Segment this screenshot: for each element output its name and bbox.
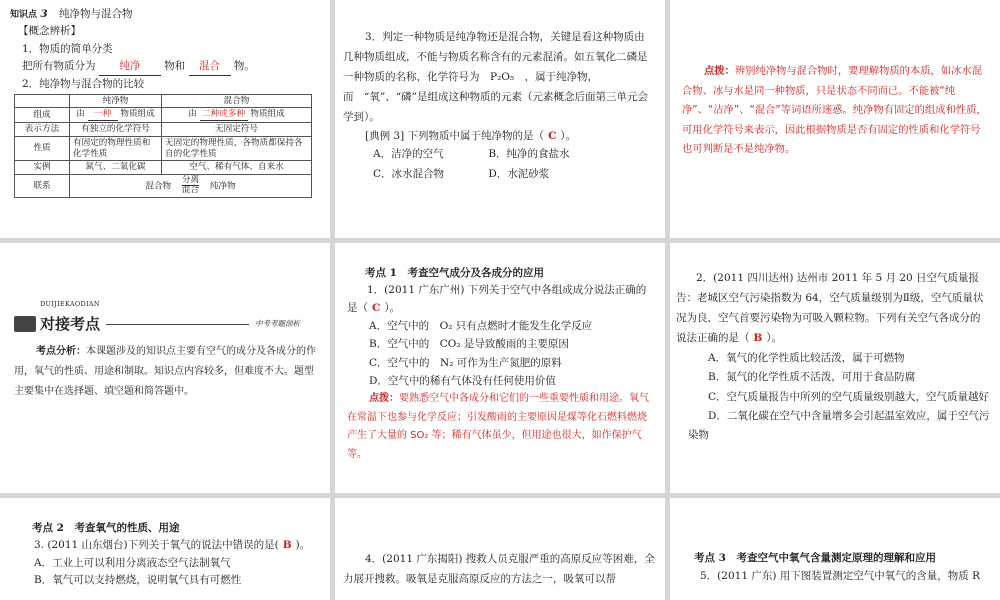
knowledge-number: 3 <box>40 8 48 20</box>
slide-1-pure-vs-mixture[interactable] <box>0 0 330 238</box>
slide-4-exam-points[interactable] <box>0 243 330 493</box>
q1-text-a: 把所有物质分为 <box>22 59 96 72</box>
option-b: B．纯净的食盐水 <box>488 148 570 160</box>
topic-3-title: 考点 3 考查空气中氧气含量测定原理的理解和应用 <box>694 552 936 564</box>
question-1-answer: C <box>372 301 381 314</box>
blank-two-or-more: 二种或多种 <box>200 109 248 121</box>
banner-emblem-icon <box>14 316 36 332</box>
q2-title: 2．纯净物与混合物的比较 <box>22 78 145 91</box>
slide-9-topic-3[interactable] <box>670 498 1000 600</box>
table-cell: 有独立的化学符号 <box>70 123 162 137</box>
question-1-options <box>369 317 655 391</box>
question-2-options <box>688 349 990 446</box>
question-3-text: 3. (2011 山东烟台)下列关于氧气的说法中错误的是( <box>34 539 279 552</box>
table-row <box>15 161 312 175</box>
table-row <box>15 174 312 197</box>
option-b: B．空气中的 CO₂ 是导致酸雨的主要原因 <box>369 338 569 351</box>
slide-3-tip[interactable] <box>670 0 1000 238</box>
analysis-text: 本课题涉及的知识点主要有空气的成分及各成分的作用，氧气的性质、用途和制取。知识点内容较多，但难度不大。题型主要集中在选择题、填空题和简答题中。 <box>14 346 316 398</box>
option-d: D．二氧化碳在空气中含量增多会引起温室效应，属于空气污染物 <box>688 410 990 442</box>
table-cell <box>162 108 312 123</box>
question-3 <box>34 537 320 554</box>
table-header-cell <box>15 94 70 108</box>
banner-divider <box>106 324 249 325</box>
option-c: C．冰水混合物 <box>373 167 445 180</box>
table-row <box>15 108 312 123</box>
relation-mix: 混合 <box>181 185 200 196</box>
question-1-text: 1．(2011 广东广州) 下列关于空气中各组成成分说法正确的是（ <box>347 284 647 314</box>
section-banner <box>14 299 320 336</box>
table-cell: 有固定的物理性质和化学性质 <box>70 136 162 160</box>
relation-left: 混合物 <box>145 181 172 192</box>
slide-5-topic-1[interactable] <box>335 243 665 493</box>
banner-subtitle: 中考考题剖析 <box>255 318 300 328</box>
relation-separate: 分离 <box>181 174 200 185</box>
tip-text: 要熟悉空气中各成分和它们的一些重要性质和用途。氧气在常温下也参与化学反应；引发酸雨的主要原因是煤等化石燃料燃烧产生了大量的 SO₂ 等；稀有气体虽少，但用途也很大，如作保护气等。 <box>347 393 649 460</box>
question-4-text: 4．(2011 广东揭阳) 搜救人员克服严重的高原反应等困难，全力展开搜救。吸氧是克服高原反应的方法之一，吸氧可以帮 <box>343 553 655 585</box>
table-cell <box>70 108 162 123</box>
question-2-text: 2．(2011 四川达州) 达州市 2011 年 5 月 20 日空气质量报告：老城区空气污染指数为 64，空气质量级别为Ⅱ级，空气质量状况为良，空气首要污染物为可吸入颗粒物。下列有关空气各成分的说法正确的是（ <box>676 272 984 344</box>
blank-one-kind: 一种 <box>88 109 118 121</box>
row-heading: 联系 <box>15 174 70 197</box>
example-end: ）。 <box>560 129 577 142</box>
knowledge-title: 纯净物与混合物 <box>59 8 133 20</box>
question-3-answer: B <box>282 539 292 552</box>
cell-text: 物质组成 <box>120 109 155 120</box>
option-a: A．工业上可以利用分离液态空气法制氧气 <box>34 556 231 569</box>
tip-label: 点拨： <box>704 65 735 77</box>
tip-paragraph <box>347 390 655 464</box>
slide-7-topic-2[interactable] <box>0 498 330 600</box>
q1-text-c: 物。 <box>233 59 255 72</box>
row-heading: 组成 <box>15 108 70 123</box>
tip-paragraph <box>682 62 990 160</box>
question-5-text: 5．(2011 广东) 用下图装置测定空气中氧气的含量，物质 R <box>700 570 981 583</box>
topic-2-title: 考点 2 考查氧气的性质、用途 <box>32 522 180 534</box>
cell-text: 由 <box>76 109 85 120</box>
slide-2-judgement[interactable] <box>335 0 665 238</box>
option-b: B．氧气可以支持燃烧，说明氧气具有可燃性 <box>34 573 242 586</box>
tip-text: 辨别纯净物与混合物时，要理解物质的本质，如冰水混合物、冰与水是同一种物质，只是状态不同而已。不能被“纯净”、“洁净”、“混合”等词语所迷惑。纯净物有固定的组成和性质，可用化学符号来表示，因此根据物质是否有固定的性质和化学符号也可判断是不是纯净物。 <box>682 65 987 156</box>
question-2-answer: B <box>753 331 763 344</box>
table-cell: 氮气、二氧化碳 <box>70 161 162 175</box>
judgement-paragraph: 3．判定一种物质是纯净物还是混合物，关键是看这种物质由几种物质组成，不能与物质名称含有的元素混淆。如五氧化二磷是一种物质的名称，化学符号为 P₂O₅ ，属于纯净物，而 “氧”、“磷”是组成这种物质的元素（元素概念后面第三单元会学到）。 <box>343 31 648 123</box>
cell-text: 由 <box>188 109 197 120</box>
blank-mixture: 混合 <box>189 58 231 76</box>
table-header-cell: 混合物 <box>162 94 312 108</box>
table-cell: 无固定的物理性质，各物质都保持各自的化学性质 <box>162 136 312 160</box>
table-header-cell: 纯净物 <box>70 94 162 108</box>
option-b: B．氮气的化学性质不活泼，可用于食品防腐 <box>708 371 916 384</box>
slide-6-question-2[interactable] <box>670 243 1000 493</box>
question-1-end: ）。 <box>384 301 401 314</box>
topic-1-title: 考点 1 考查空气成分及各成分的应用 <box>365 267 544 279</box>
analysis-paragraph <box>14 342 320 402</box>
option-d: D．空气中的稀有气体没有任何使用价值 <box>369 375 556 388</box>
blank-pure: 纯净 <box>99 58 161 76</box>
comparison-table <box>14 94 312 198</box>
knowledge-heading <box>10 6 320 23</box>
cell-text: 物质组成 <box>250 109 285 120</box>
concept-section: 【概念辨析】 <box>18 25 81 38</box>
q1-title: 1．物质的简单分类 <box>22 42 113 55</box>
slide-8-question-4[interactable] <box>335 498 665 600</box>
relation-right: 纯净物 <box>209 181 236 192</box>
example-answer: C <box>548 129 557 142</box>
table-row <box>15 136 312 160</box>
row-heading: 表示方法 <box>15 123 70 137</box>
example-text: [典例 3] 下列物质中属于纯净物的是（ <box>365 129 545 142</box>
q1-text-b: 物和 <box>164 59 186 72</box>
analysis-label: 考点分析： <box>36 346 86 358</box>
option-c: C．空气质量报告中所列的空气质量级别越大，空气质量越好 <box>708 390 990 403</box>
relation-arrows <box>182 176 199 196</box>
table-header-row <box>15 94 312 108</box>
banner-pinyin: DUIJIEKAODIAN <box>40 300 100 308</box>
relation-cell <box>70 174 312 197</box>
question-2-end: ）。 <box>766 331 783 344</box>
question-1 <box>347 282 655 317</box>
row-heading: 性质 <box>15 136 70 160</box>
option-a: A．洁净的空气 <box>373 148 444 160</box>
example-3-question <box>365 128 653 145</box>
row-heading: 实例 <box>15 161 70 175</box>
tip-label: 点拨： <box>369 393 399 405</box>
banner-title: 对接考点 <box>40 314 101 333</box>
option-a: A．氧气的化学性质比较活泼，属于可燃物 <box>708 351 905 364</box>
option-c: C．空气中的 N₂ 可作为生产氮肥的原料 <box>369 356 562 369</box>
q1-sentence <box>22 58 320 76</box>
option-d: D．水泥砂浆 <box>488 167 550 180</box>
question-3-options <box>34 555 320 590</box>
knowledge-label: 知识点 <box>10 10 38 20</box>
table-cell: 空气、稀有气体、自来水 <box>162 161 312 175</box>
example-options <box>373 145 653 185</box>
option-a: A．空气中的 O₂ 只有点燃时才能发生化学反应 <box>369 319 593 332</box>
question-2 <box>676 269 990 349</box>
table-row <box>15 123 312 137</box>
table-cell: 无固定符号 <box>162 123 312 137</box>
question-3-end: )。 <box>295 539 311 552</box>
